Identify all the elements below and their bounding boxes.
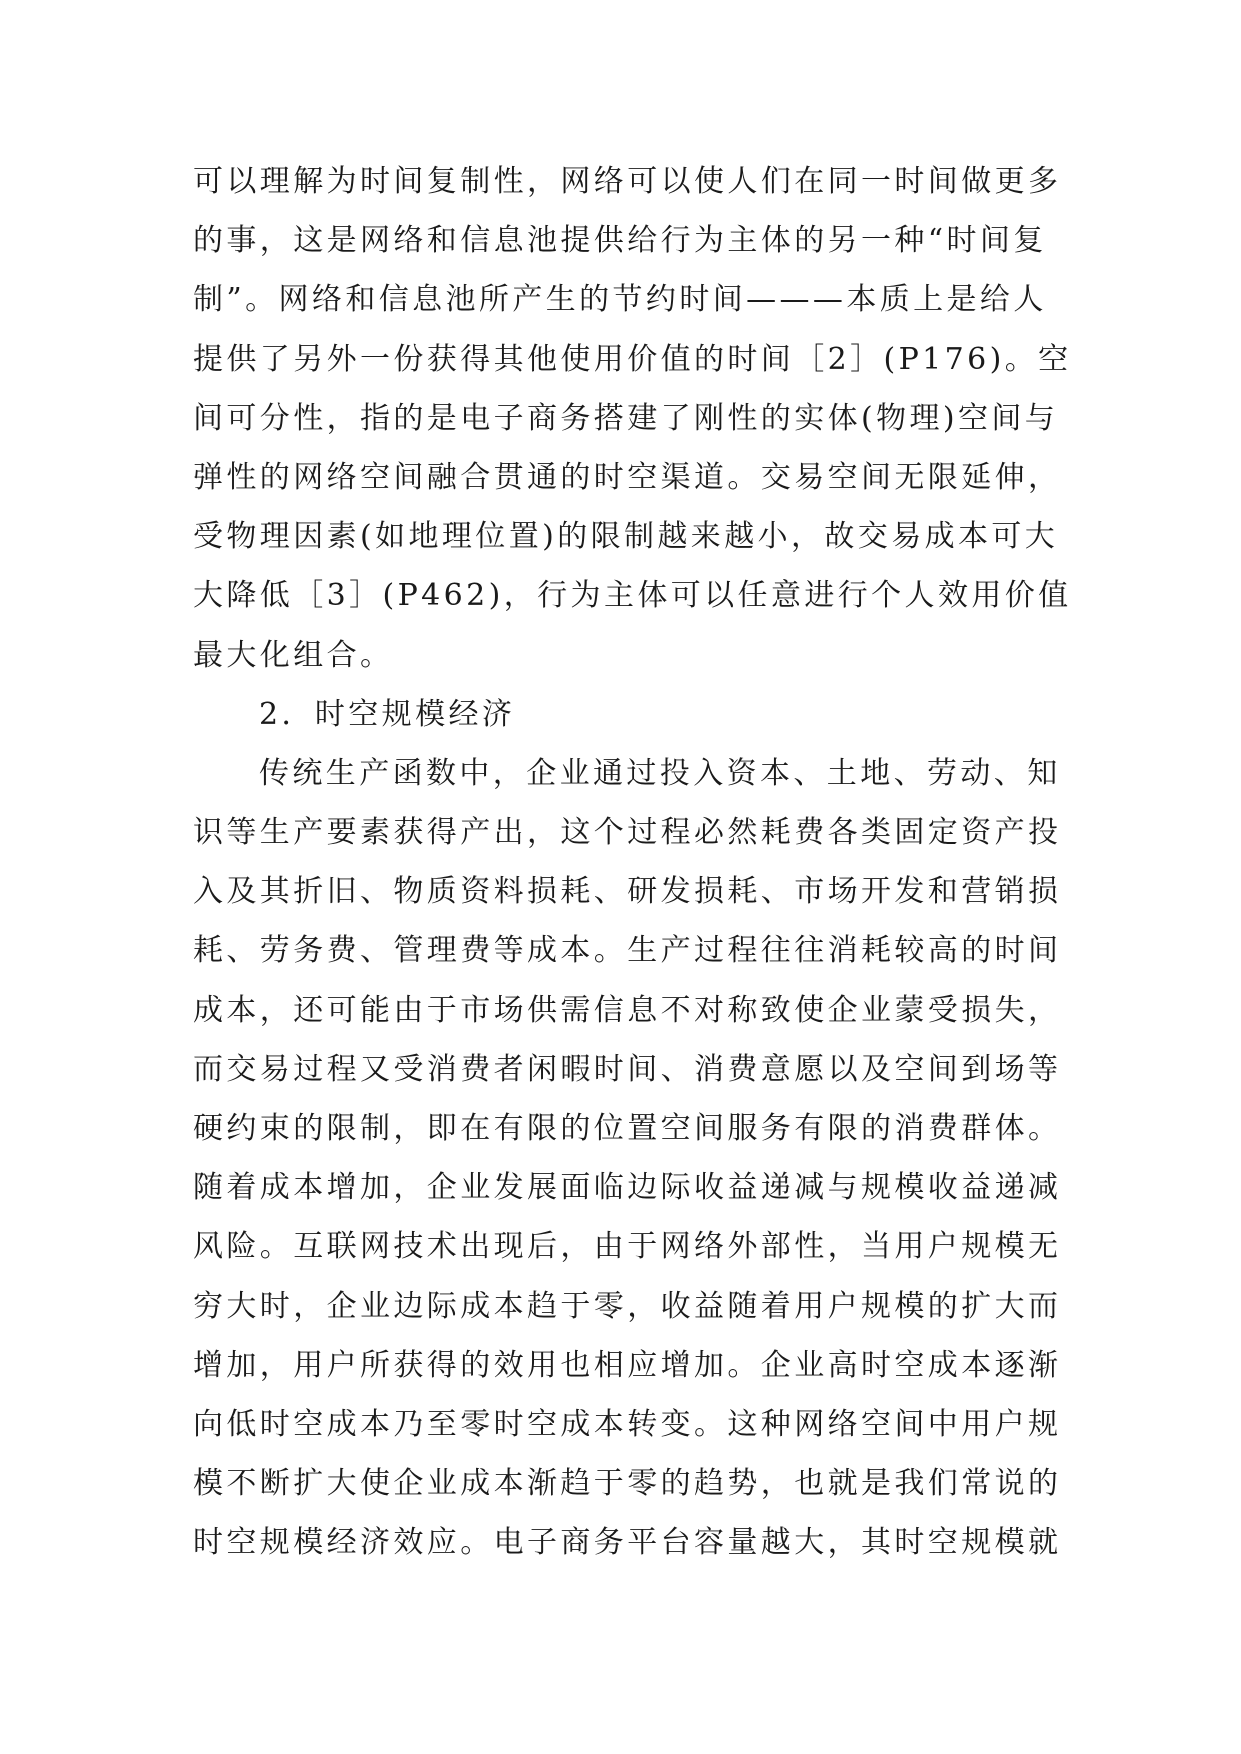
text-line: 而交易过程又受消费者闲暇时间、消费意愿以及空间到场等: [193, 1051, 1062, 1087]
text-line: 的事，这是网络和信息池提供给行为主体的另一种“时间复: [193, 223, 1047, 259]
text-line: 穷大时，企业边际成本趋于零，收益随着用户规模的扩大而: [193, 1288, 1062, 1324]
text-line: 向低时空成本乃至零时空成本转变。这种网络空间中用户规: [193, 1406, 1062, 1442]
text-line: 硬约束的限制，即在有限的位置空间服务有限的消费群体。: [193, 1111, 1062, 1146]
text-line: 可以理解为时间复制性，网络可以使人们在同一时间做更多: [193, 164, 1062, 199]
text-line: 受物理因素(如地理位置)的限制越来越小，故交易成本可大: [193, 519, 1059, 555]
text-line: 入及其折旧、物质资料损耗、研发损耗、市场开发和营销损: [193, 874, 1062, 910]
text-line: 时空规模经济效应。电子商务平台容量越大，其时空规模就: [193, 1525, 1062, 1561]
text-line: 间可分性，指的是电子商务搭建了刚性的实体(物理)空间与: [193, 400, 1059, 436]
text-line: 大降低［3］(P462)，行为主体可以任意进行个人效用价值: [193, 578, 1072, 614]
text-line: 成本，还可能由于市场供需信息不对称致使企业蒙受损失，: [193, 992, 1062, 1028]
text-line: 增加，用户所获得的效用也相应增加。企业高时空成本逐渐: [193, 1347, 1062, 1383]
text-line: 提供了另外一份获得其他使用价值的时间［2］(P176)。空: [193, 341, 1072, 377]
text-line: 模不断扩大使企业成本渐趋于零的趋势，也就是我们常说的: [193, 1466, 1062, 1502]
text-line: 弹性的网络空间融合贯通的时空渠道。交易空间无限延伸，: [193, 459, 1062, 495]
text-line: 传统生产函数中，企业通过投入资本、土地、劳动、知: [259, 755, 1061, 791]
text-line: 耗、劳务费、管理费等成本。生产过程往往消耗较高的时间: [193, 933, 1062, 969]
text-line: 制”。网络和信息池所产生的节约时间———本质上是给人: [193, 282, 1047, 318]
text-line: 风险。互联网技术出现后，由于网络外部性，当用户规模无: [193, 1229, 1062, 1265]
text-line: 识等生产要素获得产出，这个过程必然耗费各类固定资产投: [193, 815, 1062, 851]
document-body: [193, 152, 1072, 1573]
section-heading: 2．时空规模经济: [259, 696, 516, 732]
text-line: 随着成本增加，企业发展面临边际收益递减与规模收益递减: [193, 1170, 1062, 1206]
text-line: 最大化组合。: [193, 637, 394, 673]
